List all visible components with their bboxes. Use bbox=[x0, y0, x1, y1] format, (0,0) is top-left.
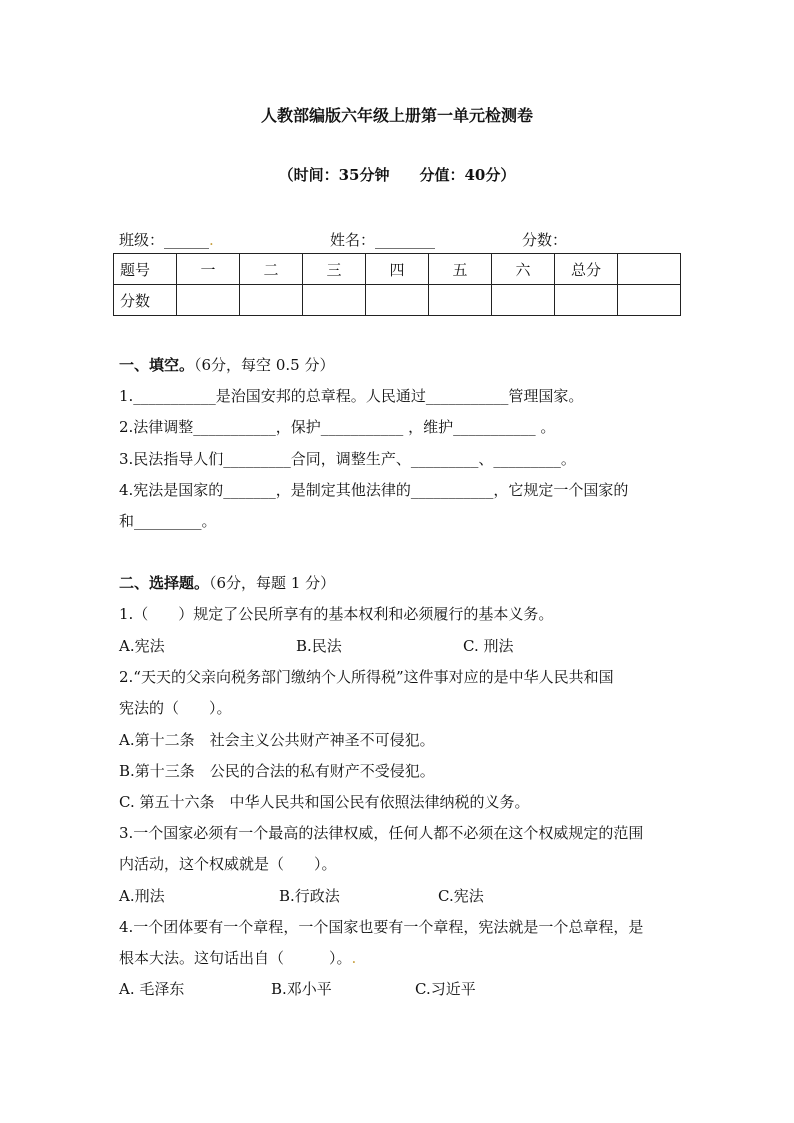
section-1-title: 一、填空。 bbox=[119, 356, 195, 374]
stray-mark: . bbox=[351, 949, 357, 967]
q2-option-b: B.第十三条 公民的合法的私有财产不受侵犯。 bbox=[119, 762, 435, 780]
fill-question-3: 3.民法指导人们_________合同，调整生产、_________、_________。 bbox=[119, 450, 576, 468]
score-table-header-row bbox=[114, 254, 681, 285]
choice-question-3: 3.一个国家必须有一个最高的法律权威，任何人都不必须在这个权威规定的范围 bbox=[119, 824, 644, 842]
fill-question-4: 4.宪法是国家的_______，是制定其他法律的___________，它规定一个国家的 bbox=[119, 481, 629, 499]
q1-option-c: C. 刑法 bbox=[463, 637, 514, 655]
q4-option-b: B.邓小平 bbox=[271, 980, 332, 998]
choice-question-4-text: 根本大法。这句话出自（ ）。 bbox=[119, 949, 352, 967]
table-cell bbox=[240, 285, 303, 316]
fill-question-1: 1.___________是治国安邦的总章程。人民通过___________管理国家。 bbox=[119, 387, 584, 405]
choice-question-2-cont: 宪法的（ ）。 bbox=[119, 699, 232, 717]
table-cell: 题号 bbox=[114, 254, 177, 285]
choice-question-4-cont bbox=[119, 947, 356, 968]
section-2-title: 二、选择题。 bbox=[119, 574, 210, 592]
table-cell: 分数 bbox=[114, 285, 177, 316]
q4-option-a: A. 毛泽东 bbox=[119, 980, 185, 998]
table-cell: 六 bbox=[492, 254, 555, 285]
score-table bbox=[113, 253, 681, 316]
q2-option-c: C. 第五十六条 中华人民共和国公民有依照法律纳税的义务。 bbox=[119, 793, 530, 811]
class-label: 班级：______ bbox=[119, 231, 210, 249]
table-cell: 二 bbox=[240, 254, 303, 285]
fill-question-4-cont: 和_________。 bbox=[119, 512, 217, 530]
q1-option-a: A.宪法 bbox=[119, 637, 165, 655]
class-dot-mark: . bbox=[209, 231, 214, 249]
table-cell: 一 bbox=[177, 254, 240, 285]
table-cell: 三 bbox=[303, 254, 366, 285]
table-cell bbox=[555, 285, 618, 316]
name-field: 姓名：________ bbox=[330, 231, 436, 249]
section-2-points: （6分，每题 1 分） bbox=[209, 574, 336, 592]
q4-option-c: C.习近平 bbox=[415, 980, 476, 998]
table-cell bbox=[366, 285, 429, 316]
exam-time-and-score: （时间：35分钟 分值：40分） bbox=[278, 166, 516, 184]
q1-option-b: B.民法 bbox=[296, 637, 342, 655]
q2-option-a: A.第十二条 社会主义公共财产神圣不可侵犯。 bbox=[119, 731, 435, 749]
page-title: 人教部编版六年级上册第一单元检测卷 bbox=[260, 106, 533, 125]
table-cell bbox=[303, 285, 366, 316]
q3-option-a: A.刑法 bbox=[119, 887, 165, 905]
section-1-points: （6分，每空 0.5 分） bbox=[194, 356, 335, 374]
section-1-heading bbox=[119, 354, 334, 375]
q3-option-b: B.行政法 bbox=[279, 887, 340, 905]
table-cell bbox=[618, 285, 681, 316]
table-cell: 五 bbox=[429, 254, 492, 285]
choice-question-1: 1.（ ）规定了公民所享有的基本权利和必须履行的基本义务。 bbox=[119, 605, 554, 623]
q3-option-c: C.宪法 bbox=[438, 887, 484, 905]
choice-question-2: 2.“天天的父亲向税务部门缴纳个人所得税”这件事对应的是中华人民共和国 bbox=[119, 668, 614, 686]
section-2-heading bbox=[119, 572, 335, 593]
table-cell bbox=[429, 285, 492, 316]
table-cell bbox=[177, 285, 240, 316]
class-field bbox=[119, 229, 214, 250]
score-field: 分数： bbox=[522, 231, 568, 249]
choice-question-4: 4.一个团体要有一个章程，一个国家也要有一个章程，宪法就是一个总章程，是 bbox=[119, 918, 644, 936]
score-table-score-row bbox=[114, 285, 681, 316]
table-cell bbox=[492, 285, 555, 316]
fill-question-2: 2.法律调整___________，保护___________ ，维护___________ 。 bbox=[119, 418, 556, 436]
table-cell: 总分 bbox=[555, 254, 618, 285]
choice-question-3-cont: 内活动，这个权威就是（ ）。 bbox=[119, 855, 337, 873]
table-cell: 四 bbox=[366, 254, 429, 285]
table-cell bbox=[618, 254, 681, 285]
